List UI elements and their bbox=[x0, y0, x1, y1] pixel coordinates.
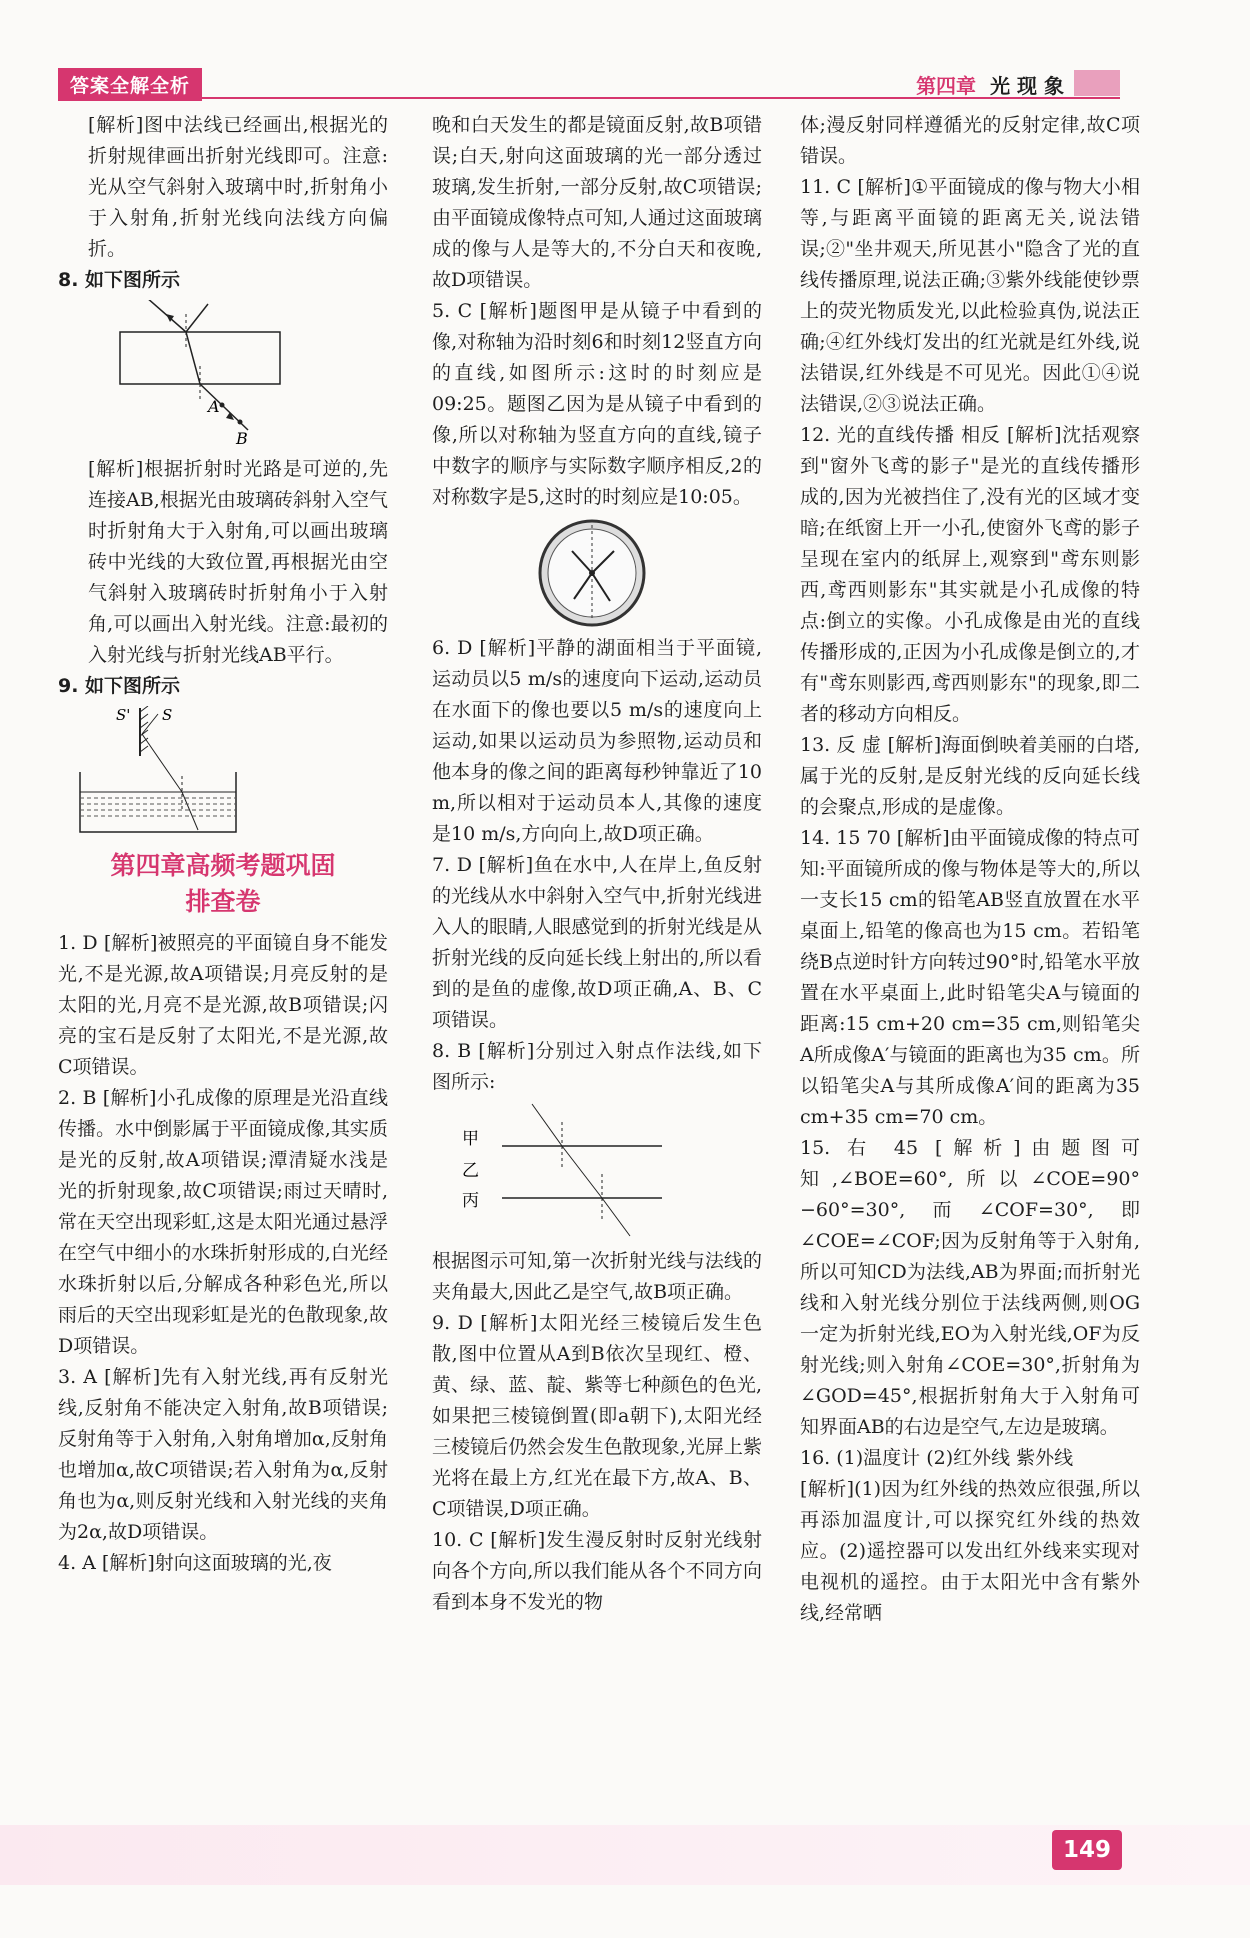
fig-layer-yi: 乙 bbox=[462, 1161, 479, 1181]
page-number: 149 bbox=[1052, 1830, 1122, 1870]
answer-15: 15. 右 45 [解析]由题图可知,∠BOE=60°,所以∠COE=90°−60°=30°,而∠COF=30°,即∠COE=∠COF;因为反射角等于入射角,所以可知CD为法线,AB为界面;而折射光线和入射光线分别位于法线两侧,则OG一定为折射光线,EO为入射光线,OF为反射光线;则入射角∠COE=30°,折射角为∠GOD=45°,根据折射角大于入射角可知界面AB的右边是空气,左边是玻璃。 bbox=[800, 1137, 1140, 1438]
header-decor-block bbox=[1074, 70, 1120, 96]
answer-9: 9. D [解析]太阳光经三棱镜后发生色散,图中位置从A到B依次呈现红、橙、黄、绿、蓝、靛、紫等七种颜色的色光,如果把三棱镜倒置(即a朝下),太阳光经三棱镜后仍然会发生色散现象,光屏上紫光将在最上方,红光在最下方,故A、B、C项错误,D项正确。 bbox=[432, 1312, 762, 1520]
refraction-figure-8 bbox=[58, 300, 358, 450]
answer-5: 5. C [解析]题图甲是从镜子中看到的像,对称轴为沿时刻6和时刻12竖直方向的直线,如图所示:这时的时刻应是09:25。题图乙因为是从镜子中看到的像,所以对称轴为竖直方向的直线,镜子中数字的顺序与实际数字顺序相反,2的对称数字是5,这时的时刻应是10:05。 bbox=[432, 300, 762, 508]
answer-8-explanation: [解析]根据折射时光路是可逆的,先连接AB,根据光由玻璃砖斜射入空气时折射角大于入射角,可以画出玻璃砖中光线的大致位置,再根据光由空气斜射入玻璃砖时折射角小于入射角,可以画出入射光线。注意:最初的入射光线与折射光线AB平行。 bbox=[88, 458, 388, 666]
answer-2: 2. B [解析]小孔成像的原理是光沿直线传播。水中倒影属于平面镜成像,其实质是光的反射,故A项错误;潭清疑水浅是光的折射现象,故C项错误;雨过天晴时,常在天空出现彩虹,这是太阳光通过悬浮在空气中细小的水珠折射形成的,白光经水珠折射以后,分解成各种彩色光,所以雨后的天空出现彩虹是光的色散现象,故D项错误。 bbox=[58, 1087, 388, 1357]
answer-6: 6. D [解析]平静的湖面相当于平面镜,运动员以5 m/s的速度向下运动,运动员在水面下的像也要以5 m/s的速度向上运动,如果以运动员为参照物,运动员和他本身的像之间的距离每秒钟靠近了10 m,所以相对于运动员本人,其像的速度是10 m/s,方向向上,故D项正确。 bbox=[432, 637, 762, 845]
answer-16: 16. (1)温度计 (2)红外线 紫外线 bbox=[800, 1447, 1074, 1469]
answer-8-conclusion: 根据图示可知,第一次折射光线与法线的夹角最大,因此乙是空气,故B项正确。 bbox=[432, 1250, 762, 1303]
clock-figure bbox=[432, 517, 762, 629]
fig9-label-s: S bbox=[162, 706, 173, 724]
header-answer-label: 答案全解全析 bbox=[58, 68, 202, 101]
answer-7-explanation: [解析]图中法线已经画出,根据光的折射规律画出折射光线即可。注意:光从空气斜射入玻璃中时,折射角小于入射角,折射光线向法线方向偏折。 bbox=[88, 114, 388, 260]
answer-11: 11. C [解析]①平面镜成的像与物大小相等,与距离平面镜的距离无关,说法错误;②"坐井观天,所见甚小"隐含了光的直线传播原理,说法正确;③紫外线能使钞票上的荧光物质发光,以此检验真伪,说法正确;④红外线灯发出的红光就是红外线,说法错误,红外线是不可见光。因此①④说法错误,②③说法正确。 bbox=[800, 176, 1140, 415]
layered-refraction-figure bbox=[432, 1102, 762, 1242]
section-title bbox=[58, 848, 388, 920]
answer-4: 4. A [解析]射向这面玻璃的光,夜 bbox=[58, 1552, 332, 1574]
answer-3: 3. A [解析]先有入射光线,再有反射光线,反射角不能决定入射角,故B项错误;反射角等于入射角,入射角增加α,反射角也增加α,故C项错误;若入射角为α,反射角也为α,则反射光线和入射光线的夹角为2α,故D项错误。 bbox=[58, 1366, 388, 1543]
answer-9-heading: 9. 如下图所示 bbox=[58, 675, 181, 697]
answer-7: 7. D [解析]鱼在水中,人在岸上,鱼反射的光线从水中斜射入空气中,折射光线进入人的眼睛,人眼感觉到的折射光线是从折射光线的反向延长线上射出的,所以看到的是鱼的虚像,故D项正确,A、B、C项错误。 bbox=[432, 854, 762, 1031]
fig-layer-bing: 丙 bbox=[462, 1191, 479, 1211]
chapter-title: 光 现 象 bbox=[990, 74, 1064, 98]
answer-16-explanation: [解析](1)因为红外线的热效应很强,所以再添加温度计,可以探究红外线的热效应。(2)遥控器可以发出红外线来实现对电视机的遥控。由于太阳光中含有紫外线,经常晒 bbox=[800, 1478, 1140, 1624]
answer-8: 8. B [解析]分别过入射点作法线,如下图所示: bbox=[432, 1040, 762, 1093]
answer-10: 10. C [解析]发生漫反射时反射光线射向各个方向,所以我们能从各个不同方向看到本身不发光的物 bbox=[432, 1529, 762, 1613]
answer-14: 14. 15 70 [解析]由平面镜成像的特点可知:平面镜所成的像与物体是等大的,所以一支长15 cm的铅笔AB竖直放置在水平桌面上,铅笔的像高也为15 cm。若铅笔绕B点逆时针方向转过90°时,铅笔水平放置在水平桌面上,此时铅笔尖A与镜面的距离:15 cm+20 cm=35 cm,则铅笔尖A所成像A′与镜面的距离也为35 cm。所以铅笔尖A与其所成像A′间的距离为35 cm+35 cm=70 cm。 bbox=[800, 827, 1140, 1128]
answer-1: 1. D [解析]被照亮的平面镜自身不能发光,不是光源,故A项错误;月亮反射的是太阳的光,月亮不是光源,故B项错误;闪亮的宝石是反射了太阳光,不是光源,故C项错误。 bbox=[58, 932, 388, 1078]
answer-8-heading: 8. 如下图所示 bbox=[58, 269, 181, 291]
column-1 bbox=[58, 110, 388, 1579]
section-title-line-2: 排查卷 bbox=[185, 887, 261, 916]
column-2 bbox=[432, 110, 762, 1618]
answer-13: 13. 反 虚 [解析]海面倒映着美丽的白塔,属于光的反射,是反射光线的反向延长线的会聚点,形成的是虚像。 bbox=[800, 734, 1140, 818]
chapter-number: 第四章 bbox=[916, 74, 977, 98]
section-title-line-1: 第四章高频考题巩固 bbox=[110, 851, 336, 880]
fig-layer-jia: 甲 bbox=[462, 1129, 479, 1149]
fig9-label-s-prime: S' bbox=[116, 706, 131, 724]
fig8-label-b: B bbox=[236, 429, 248, 448]
mirror-water-figure-9 bbox=[58, 706, 358, 836]
answer-10-continued: 体;漫反射同样遵循光的反射定律,故C项错误。 bbox=[800, 114, 1140, 167]
answer-4-continued: 晚和白天发生的都是镜面反射,故B项错误;白天,射向这面玻璃的光一部分透过玻璃,发生折射,一部分反射,故C项错误;由平面镜成像特点可知,人通过这面玻璃成的像与人是等大的,不分白天和夜晚,故D项错误。 bbox=[432, 114, 762, 291]
fig8-label-a: A bbox=[208, 397, 220, 416]
column-3 bbox=[800, 110, 1140, 1629]
header-chapter bbox=[916, 70, 1064, 99]
answer-12: 12. 光的直线传播 相反 [解析]沈括观察到"窗外飞鸢的影子"是光的直线传播形成的,因为光被挡住了,没有光的区域才变暗;在纸窗上开一小孔,使窗外飞鸢的影子呈现在室内的纸屏上,观察到"鸢东则影西,鸢西则影东"其实就是小孔成像的特点:倒立的实像。小孔成像是由光的直线传播形成的,正因为小孔成像是倒立的,才有"鸢东则影西,鸢西则影东"的现象,即二者的移动方向相反。 bbox=[800, 424, 1140, 725]
